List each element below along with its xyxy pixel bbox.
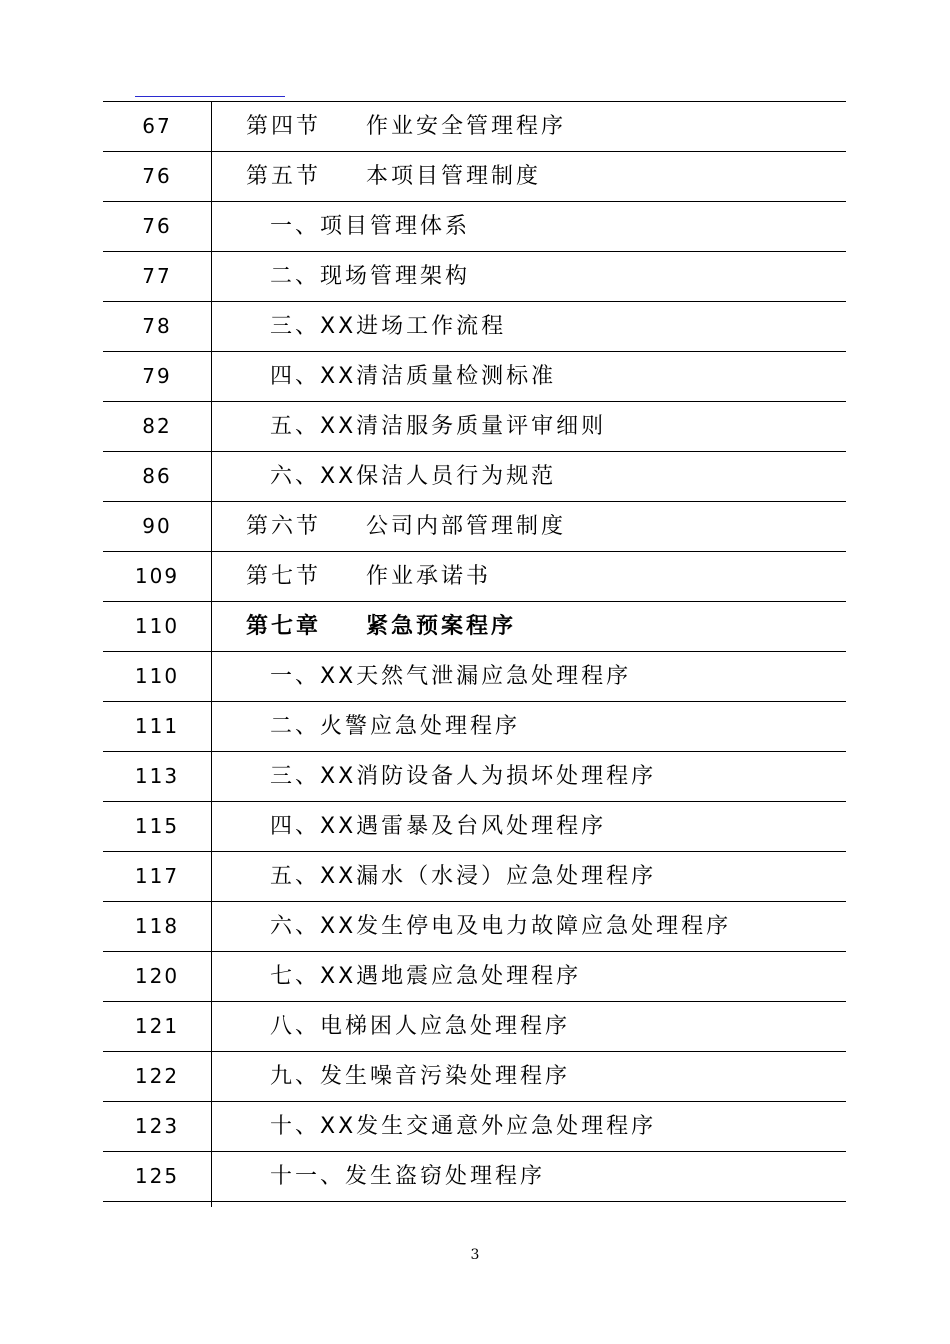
toc-entry: [270, 1002, 570, 1051]
toc-row: [103, 1002, 846, 1052]
toc-row: [103, 702, 846, 752]
toc-entry: [270, 402, 606, 451]
toc-row: [103, 1102, 846, 1152]
toc-row: [103, 902, 846, 952]
toc-entry-title: 十、XX发生交通意外应急处理程序: [270, 1114, 657, 1139]
toc-row: [103, 1152, 846, 1202]
toc-entry: [270, 652, 631, 701]
toc-entry-title: 一、XX天然气泄漏应急处理程序: [270, 664, 632, 689]
toc-page-number: 79: [142, 364, 172, 388]
toc-entry-label: 第四节: [246, 114, 322, 139]
toc-entry-title: 六、XX发生停电及电力故障应急处理程序: [270, 914, 732, 939]
toc-entry: [270, 952, 581, 1001]
toc-entry: [270, 1052, 570, 1101]
toc-entry-title: 四、XX遇雷暴及台风处理程序: [270, 814, 607, 839]
toc-row: [103, 452, 846, 502]
toc-entry: [246, 502, 566, 551]
toc-entry-title: 五、XX漏水（水浸）应急处理程序: [270, 864, 657, 889]
toc-page-number: 109: [134, 564, 180, 588]
toc-page-number: 110: [134, 664, 180, 688]
toc-entry: [270, 452, 556, 501]
toc-entry-label: 第七章: [246, 614, 322, 639]
toc-page-number: 78: [142, 314, 172, 338]
toc-page-number: 82: [142, 414, 172, 438]
toc-entry: [246, 102, 566, 151]
toc-entry-title: 三、XX进场工作流程: [270, 314, 507, 339]
toc-entry: [246, 152, 541, 201]
toc-entry-title: 本项目管理制度: [366, 164, 542, 189]
header-rule: [135, 96, 285, 97]
toc-entry: [270, 702, 520, 751]
toc-page-number: 117: [134, 864, 180, 888]
toc-entry: [246, 552, 491, 601]
toc-entry: [270, 802, 606, 851]
toc-page-number: 123: [134, 1114, 180, 1138]
toc-entry-title: 二、火警应急处理程序: [270, 714, 521, 739]
toc-entry: [270, 202, 470, 251]
toc-entry-title: 一、项目管理体系: [270, 214, 471, 239]
toc-entry-label: 第七节: [246, 564, 322, 589]
toc-entry: [270, 302, 506, 351]
toc-row: [103, 652, 846, 702]
footer-page-number: 3: [470, 1247, 480, 1263]
toc-row: [103, 552, 846, 602]
toc-page-number: 115: [134, 814, 180, 838]
toc-page-number: 90: [142, 514, 172, 538]
toc-row: [103, 852, 846, 902]
toc-entry-title: 五、XX清洁服务质量评审细则: [270, 414, 607, 439]
toc-row: [103, 952, 846, 1002]
toc-entry-title: 十一、发生盗窃处理程序: [270, 1164, 546, 1189]
toc-entry: [270, 1102, 656, 1151]
toc-entry: [270, 352, 556, 401]
toc-page-number: 125: [134, 1164, 180, 1188]
toc-entry-title: 二、现场管理架构: [270, 264, 471, 289]
toc-row: [103, 752, 846, 802]
toc-page-number: 110: [134, 614, 180, 638]
toc-entry: [270, 852, 656, 901]
toc-row: [103, 502, 846, 552]
toc-row: [103, 152, 846, 202]
toc-entry: [270, 1152, 545, 1201]
toc-row: [103, 602, 846, 652]
toc-column-divider: [211, 101, 212, 1207]
toc-entry-title: 四、XX清洁质量检测标准: [270, 364, 557, 389]
toc-entry-title: 六、XX保洁人员行为规范: [270, 464, 557, 489]
toc-entry: [270, 752, 656, 801]
toc-page-number: 67: [142, 114, 172, 138]
toc-page-number: 86: [142, 464, 172, 488]
toc-entry-title: 九、发生噪音污染处理程序: [270, 1064, 571, 1089]
toc-page-number: 118: [134, 914, 180, 938]
toc-page-number: 111: [134, 714, 180, 738]
toc-entry-label: 第六节: [246, 514, 322, 539]
toc-page-number: 76: [142, 214, 172, 238]
toc-entry: [270, 252, 470, 301]
toc-page-number: 77: [142, 264, 172, 288]
toc-row: [103, 352, 846, 402]
toc-entry-title: 作业承诺书: [366, 564, 492, 589]
toc-entry-title: 七、XX遇地震应急处理程序: [270, 964, 582, 989]
toc-entry-title: 紧急预案程序: [366, 614, 517, 639]
toc-row: [103, 102, 846, 152]
toc-row: [103, 302, 846, 352]
toc-row: [103, 1052, 846, 1102]
toc-row: [103, 202, 846, 252]
toc-entry-title: 公司内部管理制度: [366, 514, 567, 539]
toc-row: [103, 252, 846, 302]
toc-page-number: 122: [134, 1064, 180, 1088]
toc-entry-title: 作业安全管理程序: [366, 114, 567, 139]
toc-entry-title: 三、XX消防设备人为损坏处理程序: [270, 764, 657, 789]
toc-entry-title: 八、电梯困人应急处理程序: [270, 1014, 571, 1039]
toc-page-number: 120: [134, 964, 180, 988]
toc-page-number: 121: [134, 1014, 180, 1038]
toc-entry: [270, 902, 731, 951]
toc-row: [103, 802, 846, 852]
toc-entry: [246, 602, 516, 651]
toc-table: [103, 101, 846, 1202]
toc-page-number: 113: [134, 764, 180, 788]
toc-row: [103, 402, 846, 452]
toc-entry-label: 第五节: [246, 164, 322, 189]
toc-page-number: 76: [142, 164, 172, 188]
